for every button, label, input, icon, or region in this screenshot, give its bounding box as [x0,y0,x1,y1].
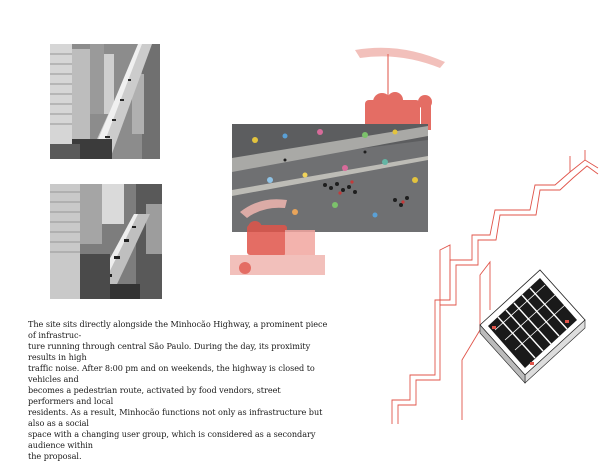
text-line: ture running through central São Paulo. During the day, its proximity results in high [28,341,311,362]
text-line: space with a changing user group, which is considered as a secondary audience within [28,429,316,450]
isometric-site-drawing [380,150,600,428]
description-paragraph [28,319,328,462]
text-line: the proposal. [28,451,82,461]
aerial-photo-highway-1 [50,44,160,159]
text-line: residents. As a result, Minhocão functions not only as infrastructure but also as a social [28,407,323,428]
text-line: becomes a pedestrian route, activated by food vendors, street performers and local [28,385,281,406]
text-line: The site sits directly alongside the Minhocão Highway, a prominent piece of infrastruc- [28,319,328,340]
aerial-photo-highway-2 [50,184,162,299]
text-line: traffic noise. After 8:00 pm and on weekends, the highway is closed to vehicles and [28,363,315,384]
highway-structure-block [480,270,585,383]
